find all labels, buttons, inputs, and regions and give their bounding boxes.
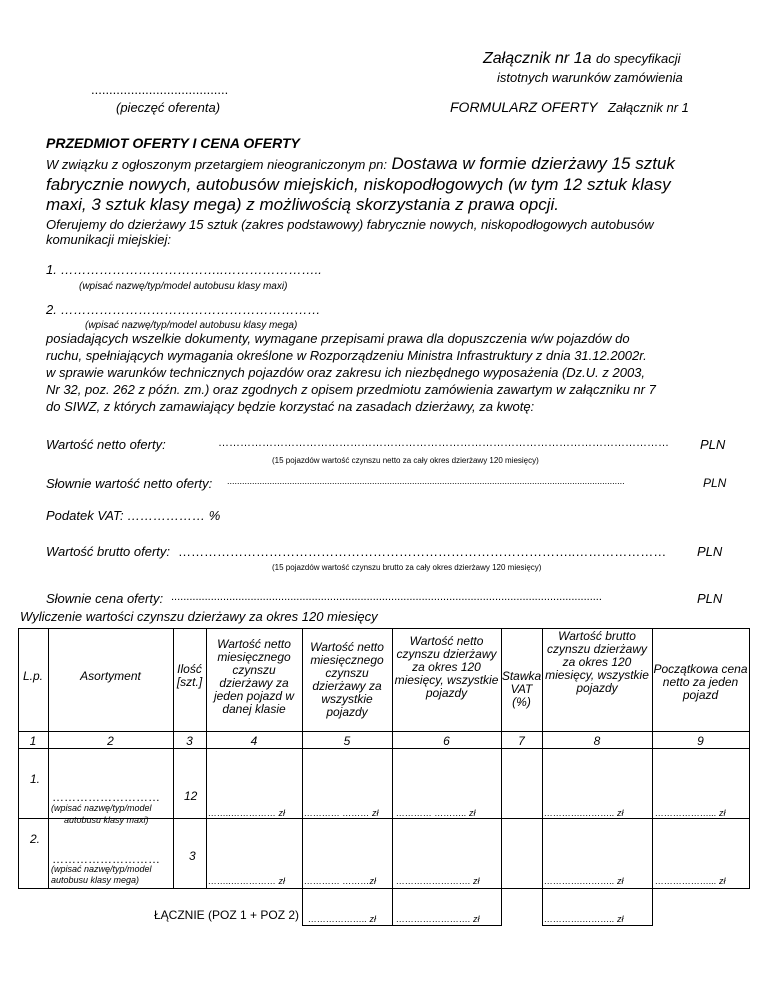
form-title-text: FORMULARZ OFERTY	[450, 99, 598, 115]
net-words-dots[interactable]: ...............................................................................................................................................................	[227, 476, 625, 486]
net-words-label: Słownie wartość netto oferty:	[46, 476, 213, 491]
gross-value-dots[interactable]: ………………………………………………………………………………..…………………	[178, 544, 667, 559]
num-8: 8	[593, 734, 601, 748]
gross-words-unit: PLN	[697, 591, 723, 606]
header-lp: L.p.	[22, 669, 43, 683]
item2-line: 2. ……………………………………………………	[46, 302, 321, 317]
conditions-line4: Nr 32, poz. 262 z późn. zm.) oraz zgodnych z opisem przedmiotu zamówienia zawartym w załączniku nr 7	[46, 382, 656, 397]
header-asortyment: Asortyment	[80, 669, 141, 683]
row2-name-dots[interactable]: ………………………	[52, 852, 160, 866]
num-9: 9	[697, 734, 704, 748]
gross-value-note: (15 pojazdów wartość czynszu brutto za cały okres dzierżawy 120 miesięcy)	[272, 563, 542, 572]
subject-heading: PRZEDMIOT OFERTY I CENA OFERTY	[46, 135, 300, 151]
row2-c8[interactable]: ………….……….. zł	[544, 876, 624, 886]
num-5: 5	[343, 734, 351, 748]
seal-label: (pieczęć oferenta)	[116, 100, 221, 115]
table-title: Wyliczenie wartości czynszu dzierżawy za okres 120 miesięcy	[20, 609, 378, 624]
offer-line1: Oferujemy do dzierżawy 15 sztuk (zakres podstawowy) fabrycznie nowych, niskopodłogowych autobusów	[46, 217, 654, 232]
row1-c4[interactable]: ……..…………… zł	[208, 808, 286, 818]
header-gross-120: Wartość brutto czynszu dzierżawy za okres 120 miesięcy, wszystkie pojazdy	[545, 629, 649, 695]
conditions-line1: posiadających wszelkie dokumenty, wymagane przepisami prawa dla dopuszczenia w/w pojazdów do	[46, 331, 630, 346]
num-4: 4	[250, 734, 258, 748]
total-label: ŁĄCZNIE (POZ 1 + POZ 2)	[154, 908, 300, 922]
total-bottom-line-a	[302, 925, 502, 926]
row1-c6[interactable]: ………… ……….. zł	[396, 808, 476, 818]
row2-bottom-line	[18, 888, 750, 889]
header-bottom-line	[18, 731, 750, 732]
header-initial-price: Początkowa cena netto za jeden pojazd	[653, 662, 748, 702]
annex-heading	[483, 50, 681, 68]
seal-dots: ......................................	[91, 82, 229, 97]
row2-c6[interactable]: ……………………. zł	[396, 876, 480, 886]
table-top-line	[18, 628, 750, 629]
gross-value-label: Wartość brutto oferty:	[46, 544, 171, 559]
conditions-line5: do SIWZ, z których zamawiający będzie korzystać na zasadach dzierżawy, za kwotę:	[46, 399, 535, 414]
net-value-dots[interactable]: ……………………………………………………………………………………………………………	[218, 437, 669, 449]
offer-line2: komunikacji miejskiej:	[46, 232, 171, 247]
header-ilosc: Ilość [szt.]	[176, 662, 203, 689]
num-6: 6	[443, 734, 450, 748]
num-2: 2	[107, 734, 114, 748]
row2-c4[interactable]: ……..…………… zł	[208, 876, 286, 886]
gross-words-dots[interactable]: .............................................................................................................................................	[171, 591, 602, 603]
num-3: 3	[186, 734, 193, 748]
row2-hint-2: autobusu klasy mega)	[51, 875, 140, 885]
row1-c8[interactable]: ………….……….. zł	[544, 808, 624, 818]
net-value-note: (15 pojazdów wartość czynszu netto za cały okres dzierżawy 120 miesięcy)	[272, 456, 539, 465]
subject-intro-line1	[46, 154, 675, 174]
calculation-table	[18, 628, 750, 928]
col-line-1	[48, 628, 49, 888]
row1-hint-1: (wpisać nazwę/typ/model	[51, 803, 152, 813]
row1-lp: 1.	[30, 772, 41, 786]
row1-name-dots[interactable]: ………………………	[52, 790, 160, 804]
row2-c5[interactable]: ………… ………zł	[304, 876, 376, 886]
header-monthly-net-one: Wartość netto miesięcznego czynszu dzierżawy za jeden pojazd w danej klasie	[213, 637, 295, 716]
gross-value-unit: PLN	[697, 544, 723, 559]
annex-rest: do specyfikacji	[595, 51, 681, 66]
row1-c9[interactable]: ………………... zł	[655, 808, 726, 818]
header-monthly-net-all: Wartość netto miesięcznego czynszu dzierżawy za wszystkie pojazdy	[310, 640, 384, 719]
numbers-bottom-line	[18, 748, 750, 749]
num-1: 1	[29, 734, 37, 748]
net-value-label: Wartość netto oferty:	[46, 437, 166, 452]
intro-big-1: Dostawa w formie dzierżawy 15 sztuk	[391, 154, 675, 173]
col-line-0	[18, 628, 19, 888]
total-c6[interactable]: ……………………. zł	[396, 914, 480, 924]
item2-hint: (wpisać nazwę/typ/model autobusu klasy mega)	[85, 320, 298, 331]
form-title	[450, 99, 689, 117]
row1-hint-2: autobusu klasy maxi)	[64, 815, 149, 825]
annex-main: Załącznik nr 1a	[483, 50, 592, 67]
total-c8[interactable]: ………….……….. zł	[544, 914, 624, 924]
intro-big-3: maxi, 3 sztuk klasy mega) z możliwością skorzystania z prawa opcji.	[46, 195, 559, 214]
item1-line: 1. ………………………………..…………………..	[46, 262, 322, 277]
row1-qty[interactable]: 12	[184, 789, 198, 803]
row2-qty[interactable]: 3	[189, 849, 196, 863]
form-annex: Załącznik nr 1	[607, 100, 689, 115]
gross-words-label: Słownie cena oferty:	[46, 591, 164, 606]
num-7: 7	[518, 734, 525, 748]
col-line-9	[749, 628, 750, 888]
net-words-unit: PLN	[703, 476, 727, 490]
vat-label[interactable]: Podatek VAT: ……………… %	[46, 508, 221, 523]
row2-lp: 2.	[30, 832, 41, 846]
annex-line2: istotnych warunków zamówienia	[497, 70, 683, 85]
row2-hint-1: (wpisać nazwę/typ/model	[51, 864, 152, 874]
header-net-120: Wartość netto czynszu dzierżawy za okres 120 miesięcy, wszystkie pojazdy	[394, 634, 499, 700]
item1-hint: (wpisać nazwę/typ/model autobusu klasy maxi)	[79, 281, 288, 292]
row2-c9[interactable]: ………………... zł	[655, 876, 726, 886]
row1-c5[interactable]: ………… ……… zł	[304, 808, 379, 818]
intro-big-2: fabrycznie nowych, autobusów miejskich, niskopodłogowych (w tym 12 sztuk klasy	[46, 175, 671, 194]
conditions-line3: w sprawie warunków technicznych pojazdów oraz zakresu ich niezbędnego wyposażenia (Dz.U. z 2003,	[46, 365, 646, 380]
header-vat: Stawka VAT (%)	[501, 669, 542, 709]
conditions-line2: ruchu, spełniających wymagania określone w Rozporządzeniu Ministra Infrastruktury z dnia 31.12.2002r.	[46, 348, 647, 363]
total-c5[interactable]: ……………….. zł	[308, 914, 377, 924]
total-bottom-line-b	[542, 925, 653, 926]
total-col-line-7	[542, 888, 543, 926]
net-value-unit: PLN	[700, 437, 726, 452]
intro-small: W związku z ogłoszonym przetargiem nieograniczonym pn:	[46, 157, 388, 172]
